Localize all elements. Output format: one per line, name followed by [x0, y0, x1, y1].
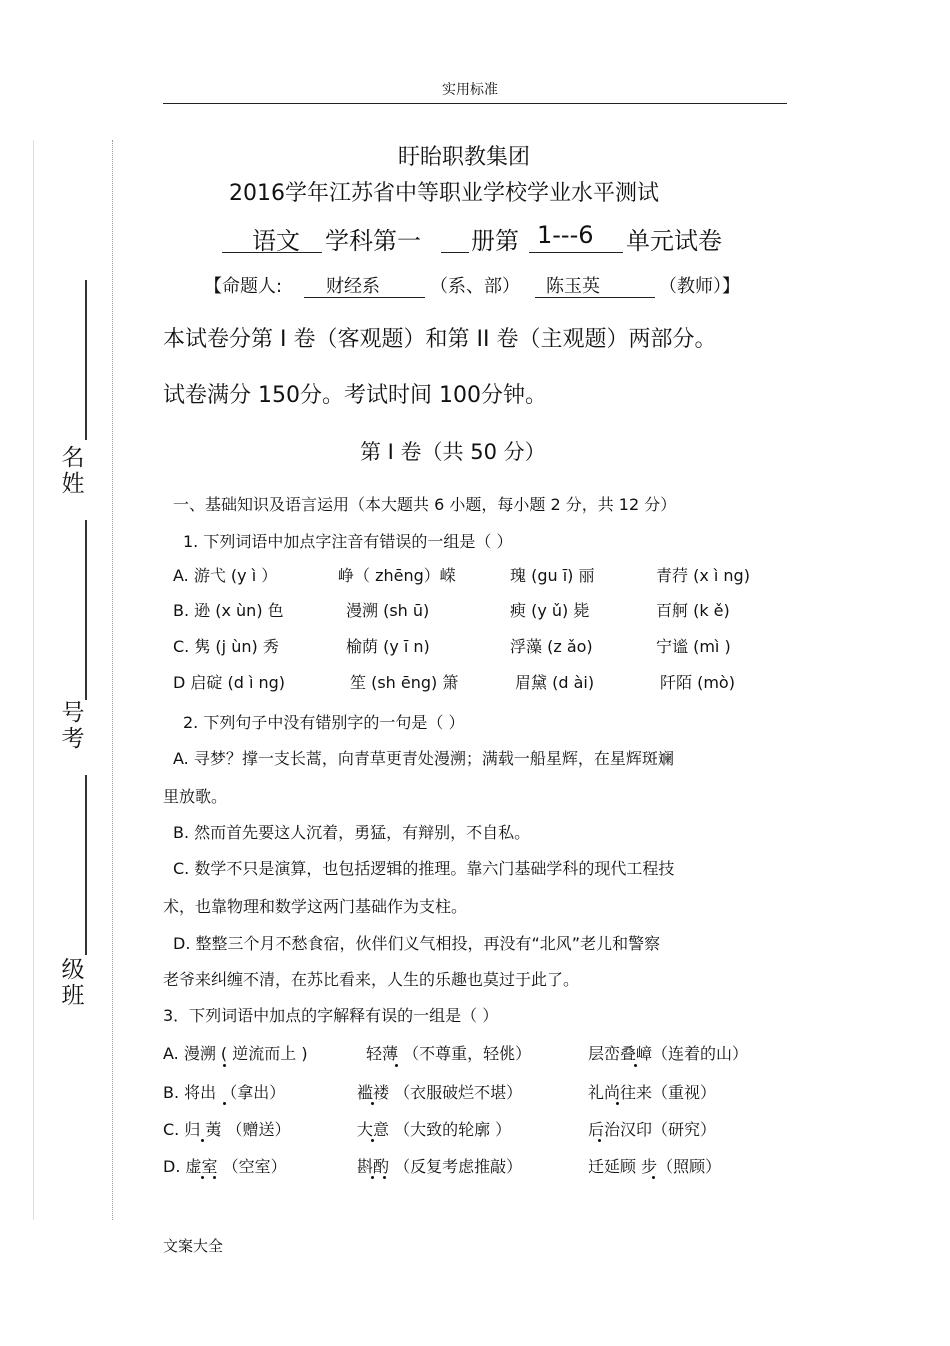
- author-teacher: 陈玉英: [546, 276, 600, 297]
- org-title: 盱眙职教集团: [398, 145, 531, 170]
- author-dept: 财经系: [326, 276, 380, 297]
- q2-stem: 2. 下列句子中没有错别字的一句是（ ）: [183, 713, 465, 732]
- q1-option-a-3: 瑰 (gu ī) 丽: [510, 566, 595, 585]
- emphasis-dot: [598, 1139, 601, 1142]
- name-line: [85, 280, 87, 440]
- section-title: 第 I 卷（共 50 分）: [360, 440, 546, 464]
- q3-option-c-1: C. 归 荑 （赠送）: [163, 1120, 291, 1139]
- q1-option-c-4: 宁谧 (mì ): [656, 637, 731, 656]
- intro-line-1: 本试卷分第 I 卷（客观题）和第 II 卷（主观题）两部分。: [163, 327, 717, 352]
- q3-option-b-3: 礼尚往来（重视）: [588, 1083, 717, 1102]
- q1-option-d-2: 笙 (sh ēng) 箫: [350, 673, 459, 692]
- emphasis-dot: [371, 1102, 374, 1105]
- emphasis-dot: [201, 1139, 204, 1142]
- emphasis-dot: [383, 1176, 386, 1179]
- q3-option-a-2: 轻薄 （不尊重，轻佻）: [366, 1044, 532, 1063]
- dept-label: （系、部）: [430, 276, 520, 297]
- part-one-heading: 一、基础知识及语言运用（本大题共 6 小题，每小题 2 分，共 12 分）: [173, 495, 677, 514]
- q2-option-d-line2: 老爷来纠缠不清，在苏比看来，人生的乐趣也莫过于此了。: [163, 970, 580, 989]
- emphasis-dot: [223, 1064, 226, 1067]
- q2-option-b: B. 然而首先要这人沉着，勇猛，有辩别，不自私。: [173, 823, 531, 842]
- class-line: [85, 775, 87, 955]
- q1-option-c-1: C. 隽 (j ùn) 秀: [173, 637, 279, 656]
- page-header: 实用标准: [442, 82, 498, 98]
- q1-stem: 1. 下列词语中加点字注音有错误的一组是（ ）: [183, 532, 513, 551]
- page-footer: 文案大全: [163, 1237, 224, 1255]
- q1-option-d-4: 阡陌 (mò): [660, 673, 735, 692]
- number-line: [85, 520, 87, 700]
- emphasis-dot: [616, 1102, 619, 1105]
- q3-option-a-3: 层峦叠嶂（连着的山）: [588, 1044, 749, 1063]
- q3-option-c-2: 大意 （大致的轮廓 ）: [357, 1120, 512, 1139]
- q3-option-d-3: 迁延顾 步（照顾）: [588, 1157, 722, 1176]
- page-edge-line: [33, 140, 34, 1220]
- q1-option-b-2: 漫溯 (sh ū): [346, 601, 430, 620]
- subject-name: 语文: [252, 227, 300, 255]
- exam-title: 2016学年江苏省中等职业学校学业水平测试: [229, 181, 659, 206]
- q3-option-d-2: 斟酌 （反复考虑推敲）: [357, 1157, 523, 1176]
- subject-part-c: 单元试卷: [626, 227, 722, 255]
- q1-option-b-1: B. 逊 (x ùn) 色: [173, 601, 284, 620]
- q1-option-d-1: D 启碇 (d ì ng): [173, 673, 286, 692]
- q1-option-a-1: A. 游弋 (y ì ）: [173, 566, 278, 585]
- intro-line-2: 试卷满分 150分。考试时间 100分钟。: [163, 383, 547, 408]
- margin-label-class: 级 班: [61, 957, 85, 1009]
- emphasis-dot: [395, 1064, 398, 1067]
- q1-option-c-3: 浮藻 (z ǎo): [510, 637, 593, 656]
- q3-option-b-2: 褴褛 （衣服破烂不堪）: [357, 1083, 523, 1102]
- volume-underline: [441, 252, 469, 253]
- q2-option-c-line1: C. 数学不只是演算，也包括逻辑的推理。靠六门基础学科的现代工程技: [173, 859, 675, 878]
- q1-option-d-3: 眉黛 (d ài): [515, 673, 595, 692]
- dept-underline: [304, 297, 425, 298]
- emphasis-dot: [634, 1064, 637, 1067]
- subject-underline: [222, 252, 322, 253]
- q3-option-d-1: D. 虚室 （空室）: [163, 1157, 287, 1176]
- unit-range: 1---6: [537, 221, 594, 249]
- emphasis-dot: [223, 1102, 226, 1105]
- q3-option-a-1: A. 漫溯 ( 逆流而上 ): [163, 1044, 308, 1063]
- q1-option-a-2: 峥（ zhēng）嵘: [338, 566, 456, 585]
- margin-label-number: 号 考: [61, 700, 85, 752]
- margin-label-name: 名 姓: [61, 445, 85, 497]
- emphasis-dot: [652, 1176, 655, 1179]
- teacher-underline: [535, 297, 655, 298]
- q2-option-c-line2: 术，也靠物理和数学这两门基础作为支柱。: [163, 897, 468, 916]
- q3-option-c-3: 后治汉印（研究）: [588, 1120, 717, 1139]
- q2-option-a-line1: A. 寻梦？撑一支长蒿，向青草更青处漫溯；满载一船星辉，在星辉斑斓: [173, 749, 674, 768]
- q1-option-c-2: 榆荫 (y ī n): [346, 637, 430, 656]
- unit-underline: [529, 252, 623, 253]
- teacher-label: （教师）】: [659, 276, 740, 297]
- binding-dotted-line: [112, 140, 113, 1220]
- emphasis-dot: [371, 1176, 374, 1179]
- subject-part-b: 册第: [471, 227, 519, 255]
- header-rule: [163, 103, 787, 104]
- q2-option-d-line1: D. 整整三个月不愁食宿，伙伴们义气相投，再没有“北风”老儿和警察: [173, 934, 661, 953]
- subject-part-a: 学科第一: [325, 227, 421, 255]
- emphasis-dot: [213, 1176, 216, 1179]
- q1-option-b-3: 瘐 (y ǔ) 毙: [510, 601, 590, 620]
- q1-option-a-4: 青荇 (x ì ng): [656, 566, 750, 585]
- q3-stem: 3．下列词语中加点的字解释有误的一组是（ ）: [163, 1006, 499, 1025]
- q2-option-a-line2: 里放歌。: [163, 787, 228, 806]
- q1-option-b-4: 百舸 (k ě): [656, 601, 730, 620]
- emphasis-dot: [371, 1139, 374, 1142]
- author-open: 【命题人:: [204, 276, 283, 297]
- emphasis-dot: [201, 1176, 204, 1179]
- q3-option-b-1: B. 将出 （拿出）: [163, 1083, 286, 1102]
